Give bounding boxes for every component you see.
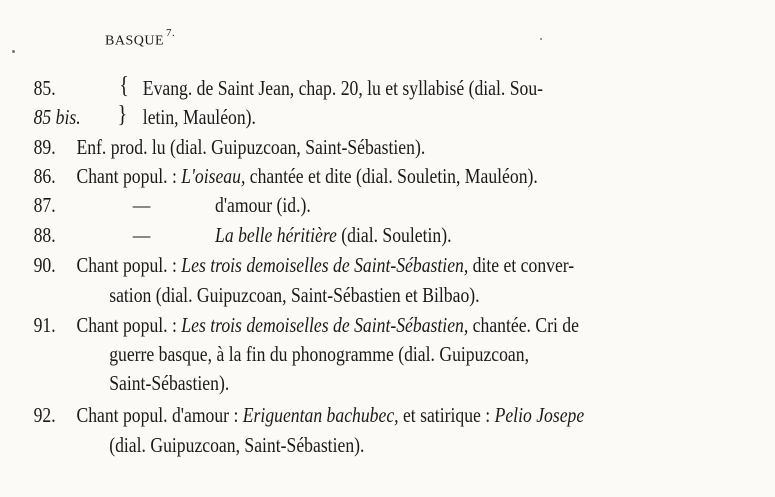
ditto-dash: — <box>132 223 151 247</box>
entry-text: guerre basque, à la fin du phonogramme (dial. Guipuzcoan, <box>109 342 529 366</box>
entry-text: d'amour (id.). <box>215 193 311 217</box>
entry-label: Chant popul. : <box>76 313 177 337</box>
entry-text: (dial. Guipuzcoan, Saint-Sébastien). <box>109 433 365 457</box>
entry-number: 85. <box>33 76 56 100</box>
entry-number: 89. <box>33 135 56 159</box>
ditto-dash: — <box>132 193 151 217</box>
entry-number: 91. <box>33 313 56 337</box>
song-title: L'oiseau, <box>181 164 246 188</box>
brace-close-icon: } <box>117 102 128 128</box>
entry-text: (dial. Souletin). <box>341 223 452 247</box>
header-section: BASQUE <box>105 33 165 49</box>
entry-text: Saint-Sébastien). <box>109 371 230 395</box>
song-title-2: Pelio Josepe <box>494 403 585 427</box>
entry-text: dite et conver- <box>472 253 575 277</box>
entry-number: 85 bis. <box>33 105 81 129</box>
entry-text: sation (dial. Guipuzcoan, Saint-Sébastien et Bilbao). <box>109 283 480 307</box>
entry-text: letin, Mauléon). <box>142 105 256 129</box>
song-title: La belle héritière <box>215 223 337 247</box>
header-page-number: 7. <box>166 27 176 39</box>
song-title: Les trois demoiselles de Saint-Sébastien, <box>181 313 469 337</box>
entry-label: Chant popul. d'amour : <box>76 403 239 427</box>
song-title: Eriguentan bachubec, <box>242 403 399 427</box>
entry-text: chantée et dite (dial. Souletin, Mauléon). <box>249 164 538 188</box>
entry-label: Chant popul. : <box>76 253 177 277</box>
entry-number: 92. <box>33 403 56 427</box>
entry-label: Chant popul. : <box>76 164 177 188</box>
running-header <box>105 27 176 50</box>
brace-icon: { <box>119 73 129 99</box>
entry-text: Enf. prod. lu (dial. Guipuzcoan, Saint-Sébastien). <box>76 135 426 159</box>
entry-text: chantée. Cri de <box>472 313 579 337</box>
entry-text: et satirique : <box>402 403 491 427</box>
entry-number: 86. <box>33 164 56 188</box>
song-title: Les trois demoiselles de Saint-Sébastien, <box>181 253 469 277</box>
entry-number: 87. <box>33 193 56 217</box>
entry-number: 88. <box>33 223 56 247</box>
entry-text: Evang. de Saint Jean, chap. 20, lu et syllabisé (dial. Sou- <box>142 76 544 100</box>
paper-speck <box>12 50 15 53</box>
entry-number: 90. <box>33 253 56 277</box>
paper-speck <box>540 38 542 40</box>
